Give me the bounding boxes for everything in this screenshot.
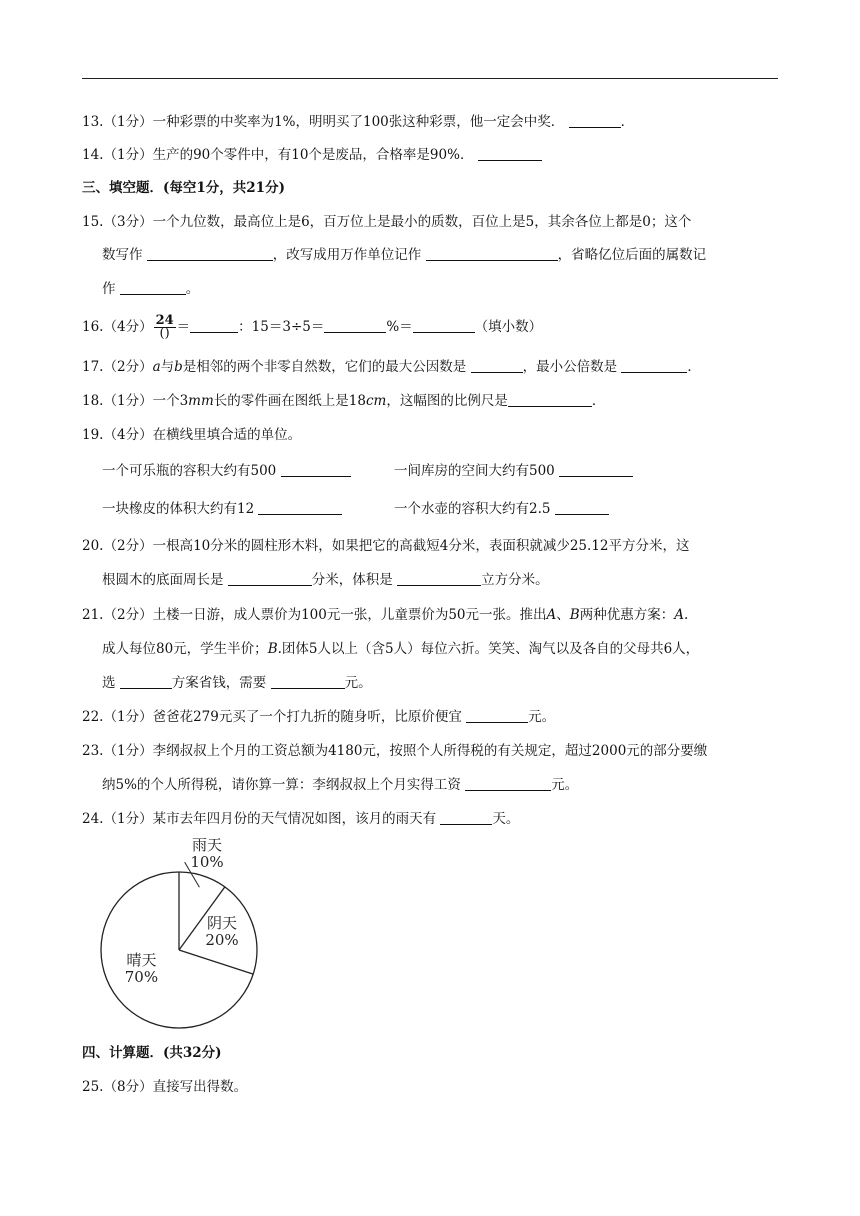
question-text: 团体5人以上（含5人）每位六折。笑笑、淘气以及各自的父母共6人， bbox=[281, 641, 700, 657]
question-19-row-1a bbox=[102, 461, 351, 481]
question-score: （1分） bbox=[103, 147, 153, 163]
question-text: 一个可乐瓶的容积大约有500 bbox=[102, 463, 277, 479]
question-text: 方案省钱，需要 bbox=[171, 675, 267, 691]
fraction-numerator: 24 bbox=[155, 313, 174, 328]
section-heading-3: 三、填空题．(每空1分，共21分) bbox=[82, 180, 285, 196]
question-19-row-2a bbox=[102, 499, 342, 519]
question-score: （1分） bbox=[103, 709, 153, 725]
question-25 bbox=[82, 1077, 247, 1097]
variable-b: b bbox=[174, 359, 183, 375]
answer-blank[interactable] bbox=[281, 462, 351, 477]
question-number: 22. bbox=[82, 709, 104, 725]
question-21 bbox=[82, 605, 688, 625]
question-13 bbox=[82, 112, 634, 132]
question-score: （4分） bbox=[103, 319, 153, 335]
answer-blank[interactable] bbox=[465, 776, 551, 791]
header-rule bbox=[82, 78, 778, 79]
question-15 bbox=[82, 212, 691, 232]
punct: 、 bbox=[556, 607, 570, 623]
question-20-line-2 bbox=[102, 570, 549, 590]
question-number: 17. bbox=[82, 359, 104, 375]
question-text: 一个3 bbox=[152, 393, 189, 409]
question-16 bbox=[82, 314, 542, 340]
equals: ＝ bbox=[176, 319, 191, 335]
question-text: 与 bbox=[160, 359, 175, 375]
question-21-line-2 bbox=[102, 639, 699, 659]
pie-label-3: 晴天 bbox=[126, 950, 157, 969]
question-21-line-3 bbox=[102, 673, 372, 693]
question-score: （1分） bbox=[103, 811, 153, 827]
question-score: （1分） bbox=[103, 114, 153, 130]
question-17 bbox=[82, 357, 701, 377]
question-text: 纳5%的个人所得税，请你算一算：李纲叔叔上个月实得工资 bbox=[102, 777, 461, 793]
question-text: 长的零件画在图纸上是18 bbox=[213, 393, 366, 409]
answer-blank[interactable] bbox=[120, 280, 186, 295]
question-19-row-1b bbox=[394, 461, 633, 481]
option-a: A. bbox=[674, 607, 689, 623]
question-score: （1分） bbox=[103, 743, 153, 759]
question-text: 一种彩票的中奖率为1%，明明买了100张这种彩票，他一定会中奖． bbox=[152, 114, 565, 130]
pie-slice-boundary-3 bbox=[179, 950, 253, 974]
question-20 bbox=[82, 536, 690, 556]
question-text: 分米，体积是 bbox=[311, 572, 393, 588]
question-text: （填小数） bbox=[474, 319, 543, 335]
punct: ． bbox=[620, 114, 635, 130]
question-text: 元。 bbox=[528, 709, 556, 725]
question-text: 一根高10分米的圆柱形木料，如果把它的高截短4分米，表面积就减少25.12平方分米，这 bbox=[152, 538, 690, 554]
question-18 bbox=[82, 391, 605, 411]
answer-blank[interactable] bbox=[324, 318, 386, 333]
answer-blank[interactable] bbox=[190, 318, 238, 333]
answer-blank[interactable] bbox=[621, 358, 687, 373]
question-text: 一间库房的空间大约有500 bbox=[394, 463, 555, 479]
question-text: 选 bbox=[102, 675, 116, 691]
question-text: 是相邻的两个非零自然数，它们的最大公因数是 bbox=[182, 359, 467, 375]
pie-label-2: 阴天 bbox=[207, 914, 238, 933]
answer-blank[interactable] bbox=[426, 246, 558, 261]
option-b: B bbox=[569, 607, 580, 623]
pie-label-1: 雨天 bbox=[191, 836, 223, 854]
pie-value-label-3: 70% bbox=[124, 967, 159, 986]
answer-blank[interactable] bbox=[258, 500, 342, 515]
question-number: 24. bbox=[82, 811, 104, 827]
question-text: %＝ bbox=[386, 319, 413, 335]
answer-blank[interactable] bbox=[466, 708, 528, 723]
question-text: ，最小公倍数是 bbox=[522, 359, 618, 375]
answer-blank[interactable] bbox=[555, 500, 609, 515]
fraction bbox=[154, 315, 176, 340]
question-text: 成人每位80元，学生半价； bbox=[102, 641, 268, 657]
question-score: （1分） bbox=[103, 393, 153, 409]
question-text: 土楼一日游，成人票价为100元一张，儿童票价为50元一张。推出 bbox=[152, 607, 547, 623]
question-text: 生产的90个零件中，有10个是废品，合格率是90%． bbox=[152, 147, 474, 163]
pie-value-label-2: 20% bbox=[205, 931, 239, 950]
question-14 bbox=[82, 145, 542, 165]
question-text: 爸爸花279元买了一个打九折的随身听，比原价便宜 bbox=[152, 709, 462, 725]
question-text: 立方分米。 bbox=[481, 572, 549, 588]
question-score: （2分） bbox=[103, 538, 153, 554]
answer-blank[interactable] bbox=[147, 246, 273, 261]
answer-blank[interactable] bbox=[471, 358, 523, 373]
question-19-row-2b bbox=[394, 499, 609, 519]
question-15-line-3 bbox=[102, 279, 199, 299]
answer-blank[interactable] bbox=[478, 146, 542, 161]
question-number: 20. bbox=[82, 538, 104, 554]
fraction-denominator[interactable]: () bbox=[159, 326, 170, 341]
question-text: 李纲叔叔上个月的工资总额为4180元，按照个人所得税的有关规定，超过2000元的部分要缴 bbox=[152, 743, 708, 759]
section-heading-4: 四、计算题．(共32分) bbox=[82, 1045, 222, 1061]
question-text: 根圆木的底面周长是 bbox=[102, 572, 224, 588]
punct: 。 bbox=[185, 281, 200, 297]
question-text: 两种优惠方案： bbox=[579, 607, 675, 623]
punct: ． bbox=[591, 393, 606, 409]
answer-blank[interactable] bbox=[508, 392, 592, 407]
answer-blank[interactable] bbox=[440, 810, 492, 825]
question-24 bbox=[82, 809, 519, 829]
question-text: 一个水壶的容积大约有2.5 bbox=[394, 501, 551, 517]
question-number: 25. bbox=[82, 1079, 104, 1095]
question-23 bbox=[82, 741, 707, 761]
question-text: 天。 bbox=[492, 811, 520, 827]
question-text: 一个九位数，最高位上是6，百万位上是最小的质数，百位上是5，其余各位上都是0；这个 bbox=[152, 214, 692, 230]
question-text: 直接写出得数。 bbox=[152, 1079, 248, 1095]
answer-blank[interactable] bbox=[559, 462, 633, 477]
answer-blank[interactable] bbox=[271, 674, 345, 689]
question-text: ，这幅图的比例尺是 bbox=[386, 393, 508, 409]
question-score: （2分） bbox=[103, 359, 153, 375]
question-score: （3分） bbox=[103, 214, 153, 230]
question-number: 15. bbox=[82, 214, 104, 230]
punct: ． bbox=[687, 359, 701, 375]
question-number: 23. bbox=[82, 743, 104, 759]
question-text: ：15＝3÷5＝ bbox=[238, 319, 325, 335]
question-text: 作 bbox=[102, 281, 116, 297]
question-number: 16. bbox=[82, 319, 104, 335]
question-text: 在横线里填合适的单位。 bbox=[152, 427, 302, 443]
answer-blank[interactable] bbox=[569, 113, 621, 128]
question-text: ，改写成用万作单位记作 bbox=[272, 247, 422, 263]
question-22 bbox=[82, 707, 555, 727]
question-number: 14. bbox=[82, 147, 104, 163]
option-b: B. bbox=[267, 641, 282, 657]
question-19 bbox=[82, 425, 301, 445]
answer-blank[interactable] bbox=[228, 571, 312, 586]
answer-blank[interactable] bbox=[413, 318, 475, 333]
question-number: 18. bbox=[82, 393, 104, 409]
question-score: （8分） bbox=[103, 1079, 153, 1095]
answer-blank[interactable] bbox=[120, 674, 172, 689]
answer-blank[interactable] bbox=[397, 571, 481, 586]
weather-pie-chart bbox=[94, 830, 274, 1035]
question-number: 19. bbox=[82, 427, 104, 443]
question-score: （2分） bbox=[103, 607, 153, 623]
variable-a: a bbox=[152, 359, 161, 375]
unit: cm bbox=[365, 393, 387, 409]
question-23-line-2 bbox=[102, 775, 578, 795]
question-text: 一块橡皮的体积大约有12 bbox=[102, 501, 255, 517]
question-15-line-2 bbox=[102, 245, 706, 265]
question-text: ，省略亿位后面的属数记 bbox=[557, 247, 707, 263]
question-text: 元。 bbox=[551, 777, 579, 793]
question-number: 13. bbox=[82, 114, 104, 130]
question-score: （4分） bbox=[103, 427, 153, 443]
question-number: 21. bbox=[82, 607, 104, 623]
pie-value-label-1: 10% bbox=[190, 853, 224, 871]
question-text: 数写作 bbox=[102, 247, 143, 263]
question-text: 元。 bbox=[344, 675, 372, 691]
question-text: 某市去年四月份的天气情况如图，该月的雨天有 bbox=[152, 811, 437, 827]
unit: mm bbox=[188, 393, 214, 409]
option-a: A bbox=[546, 607, 557, 623]
